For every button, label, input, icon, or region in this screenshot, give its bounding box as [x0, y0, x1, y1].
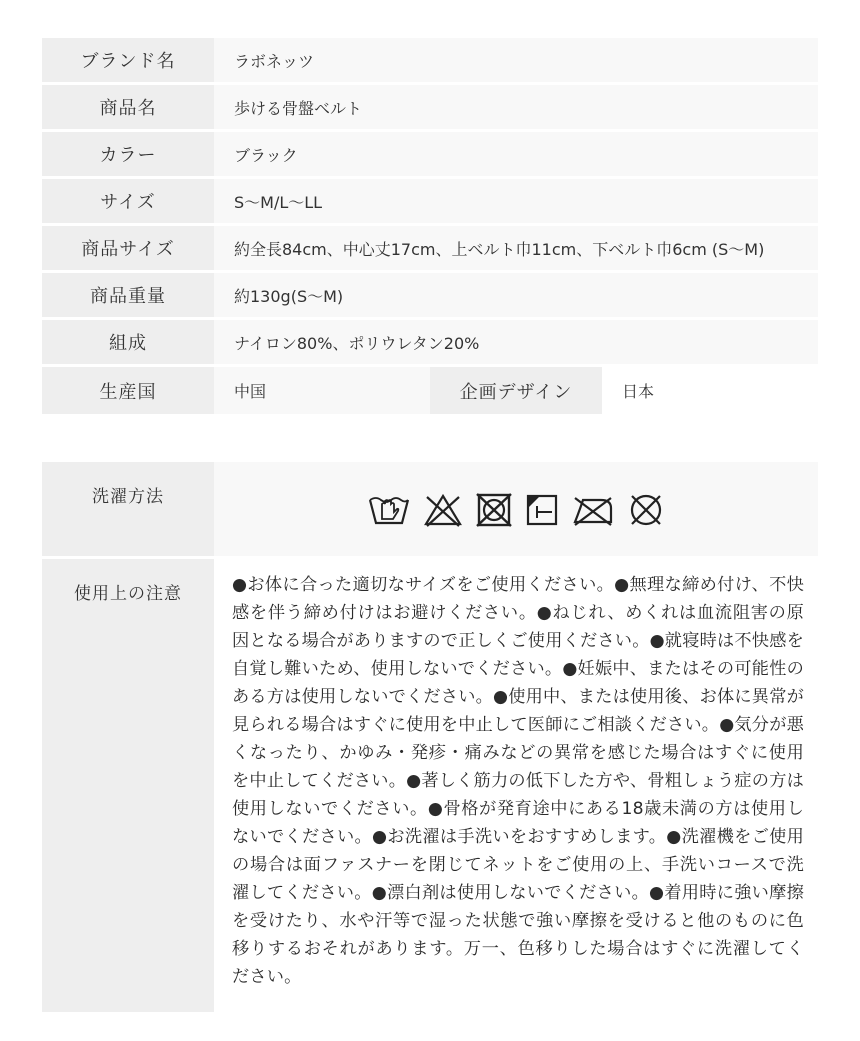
- spec-label: 商品サイズ: [42, 226, 214, 270]
- notes-cell: [214, 559, 818, 1012]
- spec-row-brand: [42, 38, 818, 82]
- line-dry-shade-icon: [525, 492, 559, 528]
- spec-row-color: [42, 132, 818, 176]
- hand-wash-icon: [367, 492, 411, 528]
- spec-row-composition: [42, 320, 818, 364]
- care-row: [42, 462, 818, 556]
- design-label: 企画デザイン: [430, 367, 602, 414]
- care-icons: [367, 492, 665, 528]
- no-dry-clean-icon: [627, 492, 665, 528]
- spec-value: 約全長84cm、中心丈17cm、上ベルト巾11cm、下ベルト巾6cm (S〜M): [214, 226, 818, 270]
- care-section: [42, 462, 818, 1015]
- spec-row-product-name: [42, 85, 818, 129]
- no-iron-icon: [571, 492, 615, 528]
- notes-text: ●お体に合った適切なサイズをご使用ください。●無理な締め付け、不快感を伴う締め付けはお避けください。●ねじれ、めくれは血流阻害の原因となる場合がありますので正しくご使用ください。●就寝時は不快感を自覚し難いため、使用しないでください。●妊娠中、またはその可能性のある方は使用しないでください。●使用中、または使用後、お体に異常が見られる場合はすぐに使用を中止して医師にご相談ください。●気分が悪くなったり、かゆみ・発疹・痛みなどの異常を感じた場合はすぐに使用を中止してください。●著しく筋力の低下した方や、骨粗しょう症の方は使用しないでください。●骨格が発育途中にある18歳未満の方は使用しないでください。●お洗濯は手洗いをおすすめします。●洗濯機をご使用の場合は面ファスナーを閉じてネットをご使用の上、手洗いコースで洗濯してください。●漂白剤は使用しないでください。●着用時に強い摩擦を受けたり、水や汗等で湿った状態で強い摩擦を受けると他のものに色移りするおそれがあります。万一、色移りした場合はすぐに洗濯してください。: [232, 575, 804, 987]
- spec-row-size: [42, 179, 818, 223]
- spec-value: ラボネッツ: [214, 38, 818, 82]
- spec-label: サイズ: [42, 179, 214, 223]
- spec-value: 歩ける骨盤ベルト: [214, 85, 818, 129]
- origin-split: [214, 367, 818, 414]
- spec-value: S〜M/L〜LL: [214, 179, 818, 223]
- spec-row-product-size: [42, 226, 818, 270]
- spec-label: 組成: [42, 320, 214, 364]
- spec-value: 約130g(S〜M): [214, 273, 818, 317]
- spec-value: ブラック: [214, 132, 818, 176]
- spec-row-weight: [42, 273, 818, 317]
- notes-row: [42, 559, 818, 1012]
- spec-label: 商品重量: [42, 273, 214, 317]
- spec-label: 生産国: [42, 367, 214, 414]
- spec-row-origin: [42, 367, 818, 414]
- design-value: 日本: [602, 367, 818, 414]
- no-tumble-dry-icon: [475, 492, 513, 528]
- spec-label: ブランド名: [42, 38, 214, 82]
- notes-label: 使用上の注意: [42, 559, 214, 1012]
- care-label: 洗濯方法: [42, 462, 214, 556]
- spec-label: 商品名: [42, 85, 214, 129]
- no-bleach-icon: [423, 492, 463, 528]
- care-icons-cell: [214, 462, 818, 556]
- spec-table: [42, 38, 818, 417]
- spec-label: カラー: [42, 132, 214, 176]
- spec-value: 中国: [214, 367, 430, 414]
- spec-value: ナイロン80%、ポリウレタン20%: [214, 320, 818, 364]
